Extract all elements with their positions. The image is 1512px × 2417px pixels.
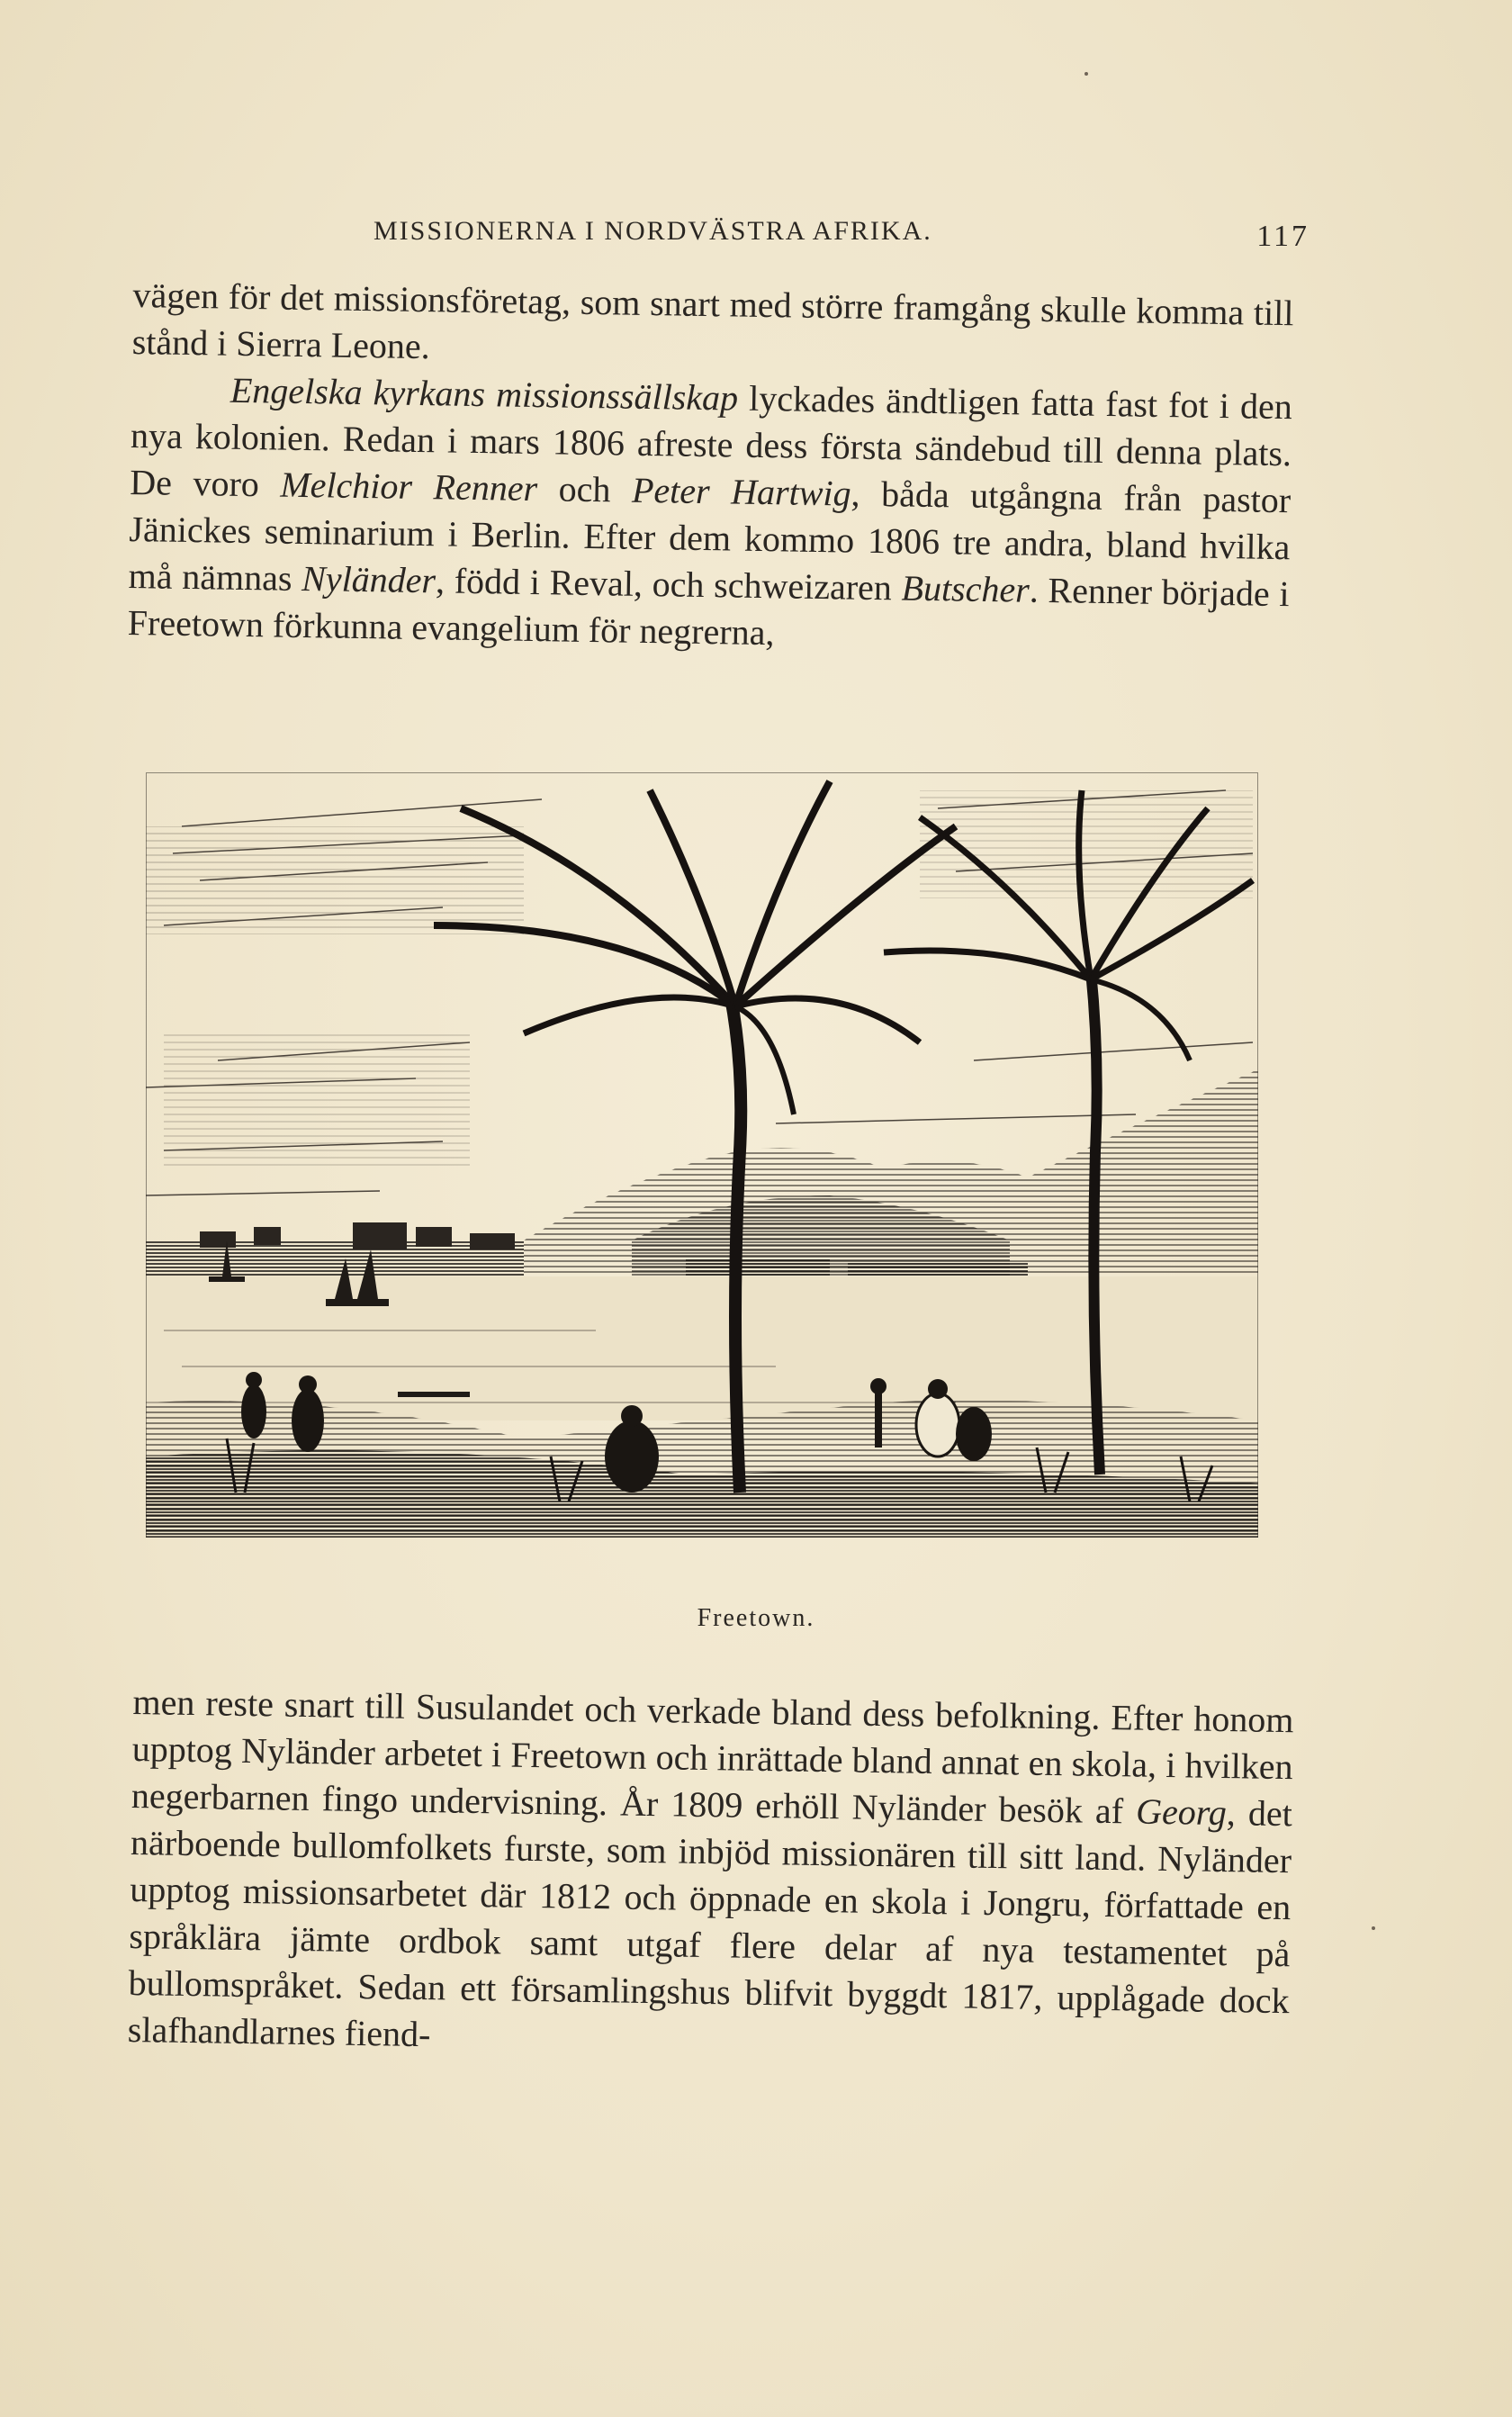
text-run: och xyxy=(536,468,633,510)
text-run: , båda utgångna från pastor Jänickes seminarium i Berlin. Efter dem kommo 1806 tre andra, bland hvilka må nämnas xyxy=(128,473,1292,599)
paragraph-3 xyxy=(127,1679,1293,2071)
paragraph-2 xyxy=(127,365,1292,664)
page-number: 117 xyxy=(1256,220,1310,253)
text-run: , född i Reval, och schweizaren xyxy=(435,560,902,609)
figure-caption: Freetown. xyxy=(697,1604,815,1632)
running-title: MISSIONERNA I NORDVÄSTRA AFRIKA. xyxy=(374,216,932,246)
running-head xyxy=(374,216,1310,253)
upper-text-block xyxy=(127,272,1293,664)
person-nylander: Nyländer xyxy=(301,557,436,601)
paper-speck xyxy=(1372,1926,1375,1930)
text-run: lyckades ändtligen fatta fast fot i den nya kolonien. Redan i mars 1806 afreste dess första sändebud till denna plats. De voro xyxy=(129,377,1293,505)
paragraph-1: vägen för det missionsföretag, som snart med större framgång skulle komma till stånd i Sierra Leone. xyxy=(131,274,1294,367)
society-name: Engelska kyrkans missionssällskap xyxy=(230,369,739,419)
person-butscher: Butscher xyxy=(901,567,1030,610)
person-georg: Georg xyxy=(1135,1790,1228,1834)
text-run: men reste snart till Susulandet och verkade bland dess befolkning. Efter honom upptog Nyländer arbetet i Freetown och inrättade bland annat en skola, i hvilken negerbarnen fingo undervisning. År 1809 erhöll Nyländer besök af xyxy=(130,1681,1294,1832)
engraving-image xyxy=(146,772,1258,1538)
paper-speck xyxy=(1084,72,1088,76)
lower-text-block xyxy=(127,1679,1293,2071)
text-run: , det närboende bullomfolkets furste, som inbjöd missionären till sitt land. Nyländer upptog missionsarbetet där 1812 och öppnade en skola i Jongru, författade en språklära jämte ordbok samt utgaf flere delar af nya testamentet på bullomspråket. Sedan ett församlingshus blifvit byggdt 1817, upplågade dock slafhandlarnes fiend- xyxy=(127,1792,1293,2055)
freetown-engraving xyxy=(146,772,1258,1538)
person-renner: Melchior Renner xyxy=(280,464,538,510)
text-run: . Renner började i Freetown förkunna evangelium för negrerna, xyxy=(127,569,1290,654)
person-hartwig: Peter Hartwig xyxy=(631,469,851,514)
